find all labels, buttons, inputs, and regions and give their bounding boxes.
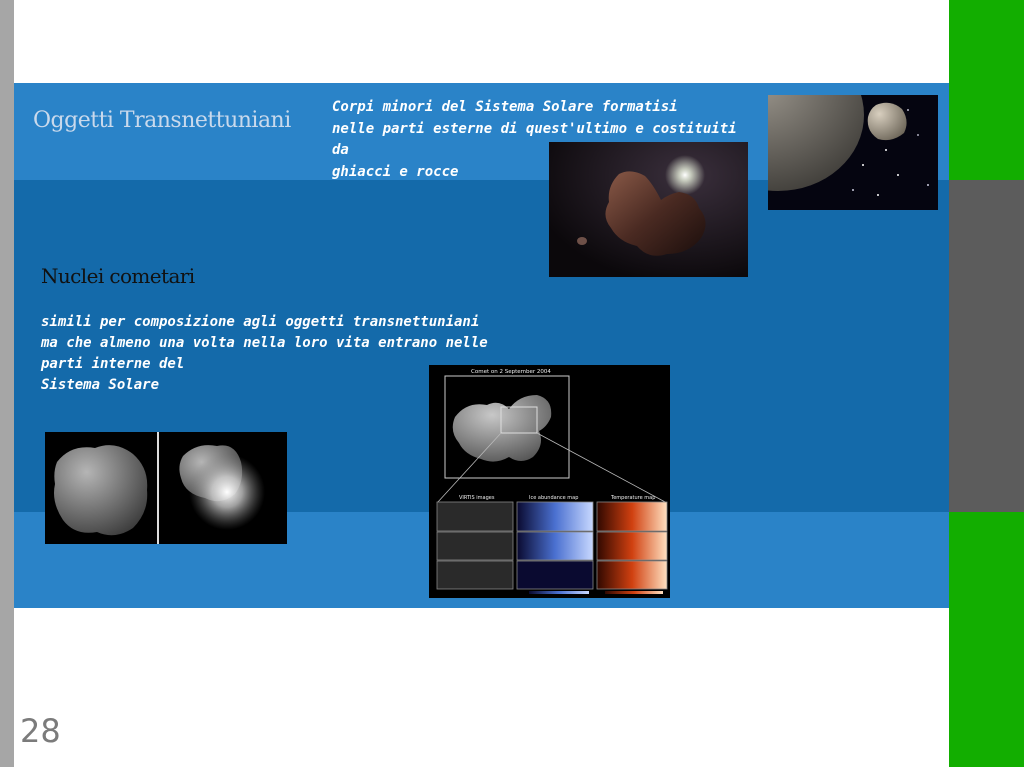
tno-description-line: Corpi minori del Sistema Solare formatisi [332,99,678,115]
tno-pair-icon [768,95,938,210]
right-accent-green-top [949,0,1024,180]
comet-composite-figure [429,365,670,598]
comet-nucleus-pair-image [45,432,287,544]
tno-pair-image [768,95,938,210]
panel-label-ice: Ice abundance map [529,495,579,501]
panel-label-temperature: Temperature map [611,495,656,501]
right-accent-green-bottom [949,512,1024,767]
right-accent-gray [949,180,1024,512]
comet-nucleus-pair-icon [45,432,287,544]
slide-title: Oggetti Transnettuniani [33,108,291,133]
page-number: 28 [20,712,61,750]
comet-description-line: parti interne del [41,356,185,372]
panel-label-virtis: VIRTIS images [459,495,495,501]
comet-composite-icon [429,365,670,598]
comet-figure-header: Comet on 2 September 2004 [471,369,551,375]
section-subtitle: Nuclei cometari [41,264,195,288]
comet-description-line: ma che almeno una volta nella loro vita entrano nelle [41,335,488,351]
comet-description-line: Sistema Solare [41,377,160,393]
tno-artwork-image [549,142,748,277]
comet-description-line: simili per composizione agli oggetti transnettuniani [41,314,480,330]
tno-artwork-icon [549,142,748,277]
left-border [0,0,14,767]
tno-description-line: nelle parti esterne di quest'ultimo e costituiti da [332,120,737,158]
tno-description-line: ghiacci e rocce [332,163,459,180]
